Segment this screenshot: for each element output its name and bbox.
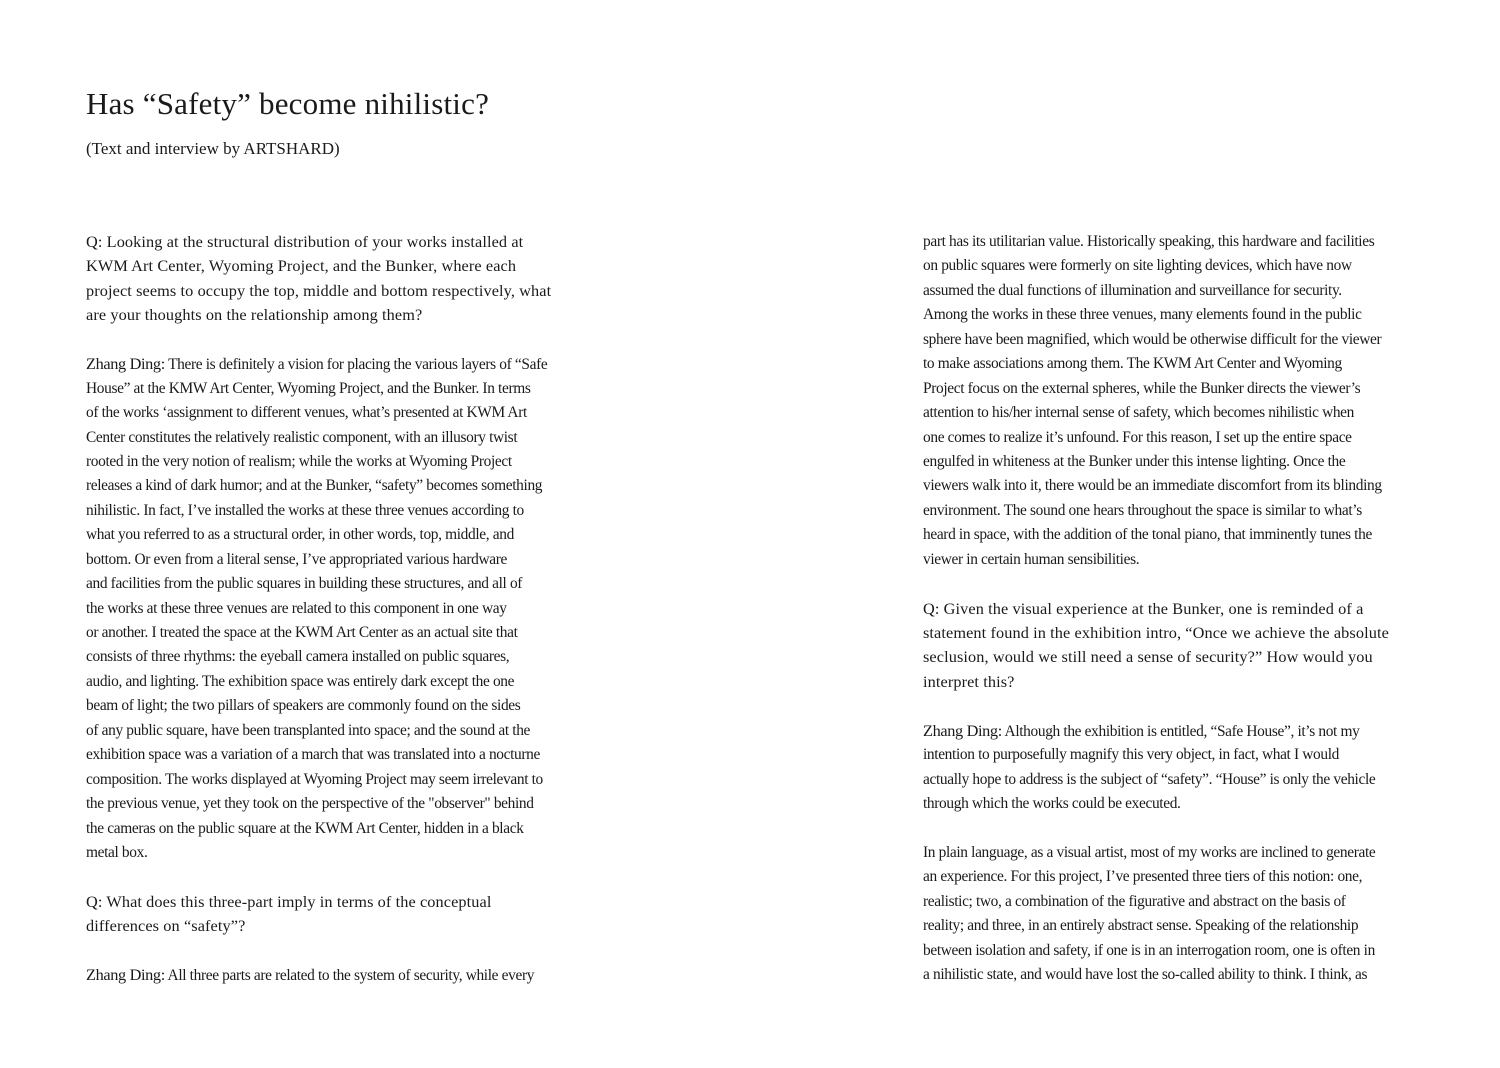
question-line: KWM Art Center, Wyoming Project, and the Bunker, where each: [86, 256, 517, 276]
answer-line: bottom. Or even from a literal sense, I’ve appropriated various hardware: [86, 550, 507, 568]
answer-line: one comes to realize it’s unfound. For this reason, I set up the entire space: [923, 428, 1352, 446]
question-line: Q: Looking at the structural distribution of your works installed at: [86, 232, 524, 251]
answer-2: [86, 963, 584, 987]
answer-line: reality; and three, in an entirely abstract sense. Speaking of the relationship: [923, 917, 1359, 935]
answer-text: All three parts are related to the system of security, while every: [164, 967, 535, 985]
paragraph-gap: [923, 694, 1423, 718]
answer-line: In plain language, as a visual artist, most of my works are inclined to generate: [923, 843, 1376, 861]
answer-line: and facilities from the public squares in building these structures, and all of: [86, 575, 523, 593]
answer-line: heard in space, with the addition of the tonal piano, that imminently tunes the: [923, 526, 1372, 544]
answer-3: [923, 719, 1423, 817]
byline: (Text and interview by ARTSHARD): [86, 139, 340, 158]
answer-line: [86, 352, 584, 376]
answer-2-continued: [923, 230, 1423, 572]
question-line: seclusion, would we still need a sense of security?” How would you: [923, 647, 1373, 667]
answer-line: House” at the KMW Art Center, Wyoming Project, and the Bunker. In terms: [86, 379, 531, 397]
answer-line: Project focus on the external spheres, while the Bunker directs the viewer’s: [923, 379, 1361, 397]
answer-text: Although the exhibition is entitled, “Safe House”, it’s not my: [1001, 722, 1360, 740]
paragraph-gap: [923, 572, 1423, 596]
answer-line: consists of three rhythms: the eyeball camera installed on public squares,: [86, 648, 510, 666]
answer-line: exhibition space was a variation of a march that was translated into a nocturne: [86, 746, 540, 764]
speaker-name: Zhang Ding:: [86, 354, 165, 374]
answer-line: of the works ‘assignment to different venues, what’s presented at KWM Art: [86, 404, 527, 422]
paragraph-gap: [86, 939, 584, 963]
answer-line: nihilistic. In fact, I’ve installed the works at these three venues according to: [86, 501, 524, 519]
answer-line: a nihilistic state, and would have lost the so-called ability to think. I think, as: [923, 966, 1368, 984]
answer-line: or another. I treated the space at the KWM Art Center as an actual site that: [86, 624, 518, 641]
answer-line: sphere have been magnified, which would be otherwise difficult for the viewer: [923, 330, 1382, 348]
answer-line: the works at these three venues are related to this component in one way: [86, 599, 507, 617]
answer-line: on public squares were formerly on site lighting devices, which have now: [923, 257, 1352, 275]
answer-line: of any public square, have been transplanted into space; and the sound at the: [86, 721, 531, 739]
answer-line: an experience. For this project, I’ve presented three tiers of this notion: one,: [923, 868, 1363, 886]
question-line: differences on “safety”?: [86, 916, 246, 936]
answer-line: Among the works in these three venues, many elements found in the public: [923, 306, 1362, 324]
question-line: Q: Given the visual experience at the Bunker, one is reminded of a: [923, 598, 1364, 618]
answer-line: the previous venue, yet they took on the perspective of the "observer" behind: [86, 795, 534, 813]
answer-line: actually hope to address is the subject of “safety”. “House” is only the vehicle: [923, 770, 1376, 788]
paragraph-gap: [923, 817, 1423, 841]
answer-line: Center constitutes the relatively realistic component, with an illusory twist: [86, 428, 518, 446]
speaker-name: Zhang Ding:: [923, 720, 1002, 740]
answer-line: part has its utilitarian value. Historically speaking, this hardware and facilities: [923, 233, 1375, 250]
question-line: statement found in the exhibition intro, “Once we achieve the absolute: [923, 623, 1389, 642]
answer-line: audio, and lighting. The exhibition space was entirely dark except the one: [86, 672, 515, 690]
answer-line: viewer in certain human sensibilities.: [923, 550, 1140, 568]
answer-3-paragraph-2: [923, 841, 1423, 988]
answer-1: [86, 352, 584, 865]
question-line: project seems to occupy the top, middle and bottom respectively, what: [86, 280, 552, 300]
answer-text: There is definitely a vision for placing the various layers of “Safe: [164, 356, 548, 374]
left-column: [86, 230, 584, 988]
answer-line: composition. The works displayed at Wyoming Project may seem irrelevant to: [86, 770, 543, 788]
question-3: [923, 597, 1423, 695]
question-line: Q: What does this three-part imply in terms of the conceptual: [86, 891, 492, 911]
speaker-name: Zhang Ding:: [86, 965, 165, 985]
answer-line: intention to purposefully magnify this very object, in fact, what I would: [923, 746, 1339, 764]
answer-line: [923, 719, 1423, 743]
answer-line: assumed the dual functions of illumination and surveillance for security.: [923, 281, 1342, 299]
answer-line: rooted in the very notion of realism; while the works at Wyoming Project: [86, 452, 512, 470]
answer-line: metal box.: [86, 843, 148, 861]
question-2: [86, 890, 584, 939]
answer-line: through which the works could be executed.: [923, 795, 1181, 813]
answer-line: between isolation and safety, if one is in an interrogation room, one is often in: [923, 941, 1375, 959]
right-column: [923, 230, 1423, 988]
answer-line: environment. The sound one hears throughout the space is similar to what’s: [923, 501, 1362, 519]
paragraph-gap: [86, 865, 584, 889]
page-title: Has “Safety” become nihilistic?: [86, 86, 490, 121]
answer-line: the cameras on the public square at the KWM Art Center, hidden in a black: [86, 819, 524, 837]
question-1: [86, 230, 584, 328]
answer-line: viewers walk into it, there would be an immediate discomfort from its blinding: [923, 477, 1382, 495]
answer-line: [86, 963, 584, 987]
answer-line: beam of light; the two pillars of speakers are commonly found on the sides: [86, 697, 521, 715]
answer-line: releases a kind of dark humor; and at the Bunker, “safety” becomes something: [86, 477, 543, 495]
answer-line: attention to his/her internal sense of safety, which becomes nihilistic when: [923, 404, 1355, 422]
answer-line: engulfed in whiteness at the Bunker under this intense lighting. Once the: [923, 452, 1346, 470]
question-line: are your thoughts on the relationship among them?: [86, 305, 423, 325]
answer-line: to make associations among them. The KWM Art Center and Wyoming: [923, 355, 1342, 373]
answer-line: what you referred to as a structural order, in other words, top, middle, and: [86, 526, 514, 544]
answer-line: realistic; two, a combination of the figurative and abstract on the basis of: [923, 892, 1346, 910]
paragraph-gap: [86, 328, 584, 352]
question-line: interpret this?: [923, 671, 1015, 691]
